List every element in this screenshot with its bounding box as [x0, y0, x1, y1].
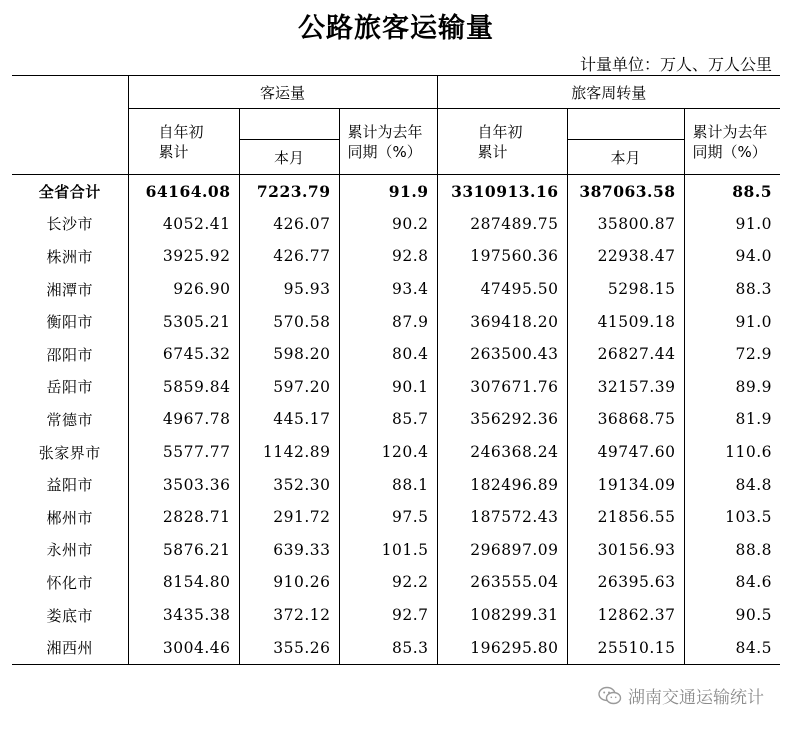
page-title: 公路旅客运输量	[298, 13, 494, 44]
cell-turn-month: 21856.55	[567, 501, 684, 534]
header-turn-pct-line1: 累计为去年	[692, 122, 768, 141]
cell-pax-ytd: 5876.21	[128, 534, 239, 567]
cell-turn-pct: 84.6	[684, 566, 780, 599]
region-name: 长沙市	[46, 215, 93, 234]
region-name: 全省合计	[38, 182, 101, 201]
table-row	[12, 403, 780, 436]
cell-pax-pct: 97.5	[339, 501, 437, 534]
cell-pax-pct: 101.5	[339, 534, 437, 567]
cell-turn-ytd: 369418.20	[437, 305, 567, 338]
cell-pax-ytd: 6745.32	[128, 338, 239, 371]
cell-pax-month: 426.77	[239, 240, 339, 273]
region-name: 衡阳市	[46, 313, 93, 332]
header-turn-pct	[684, 109, 780, 175]
cell-turn-ytd: 287489.75	[437, 208, 567, 241]
header-pax-pct	[339, 109, 437, 175]
header-turn-month: 本月	[567, 140, 684, 175]
region-name: 怀化市	[46, 573, 93, 592]
cell-turn-month: 12862.37	[567, 599, 684, 632]
cell-turn-pct: 72.9	[684, 338, 780, 371]
cell-pax-pct: 92.2	[339, 566, 437, 599]
header-corner-cell	[12, 76, 128, 175]
cell-turn-ytd: 47495.50	[437, 273, 567, 306]
header-turn-ytd-line2: 累计	[477, 142, 508, 161]
header-pax-month-spacer	[239, 109, 339, 140]
cell-turn-ytd: 196295.80	[437, 631, 567, 664]
cell-turn-pct: 94.0	[684, 240, 780, 273]
table-row	[12, 501, 780, 534]
cell-turn-ytd: 296897.09	[437, 534, 567, 567]
cell-pax-month: 597.20	[239, 371, 339, 404]
passenger-transport-table	[12, 75, 780, 665]
region-name: 张家界市	[38, 443, 101, 462]
cell-turn-ytd: 263500.43	[437, 338, 567, 371]
table-row	[12, 305, 780, 338]
cell-turn-month: 49747.60	[567, 436, 684, 469]
header-turn-ytd-line1: 自年初	[477, 122, 523, 141]
table-row	[12, 273, 780, 306]
header-turn-pct-line2: 同期（%）	[692, 142, 767, 161]
cell-pax-ytd: 3435.38	[128, 599, 239, 632]
header-pax-month: 本月	[239, 140, 339, 175]
cell-pax-month: 445.17	[239, 403, 339, 436]
wechat-icon	[598, 686, 622, 706]
region-name: 邵阳市	[46, 345, 93, 364]
cell-turn-ytd: 307671.76	[437, 371, 567, 404]
cell-pax-ytd: 8154.80	[128, 566, 239, 599]
cell-pax-ytd: 926.90	[128, 273, 239, 306]
cell-turn-pct: 88.3	[684, 273, 780, 306]
watermark-text: 湖南交通运输统计	[628, 688, 764, 708]
cell-turn-month: 26827.44	[567, 338, 684, 371]
cell-pax-ytd: 3925.92	[128, 240, 239, 273]
cell-turn-pct: 88.5	[684, 175, 780, 208]
watermark	[598, 683, 764, 708]
cell-turn-month: 36868.75	[567, 403, 684, 436]
cell-pax-month: 352.30	[239, 468, 339, 501]
cell-pax-ytd: 5859.84	[128, 371, 239, 404]
cell-pax-ytd: 5577.77	[128, 436, 239, 469]
table-row	[12, 566, 780, 599]
cell-turn-month: 387063.58	[567, 175, 684, 208]
cell-turn-ytd: 3310913.16	[437, 175, 567, 208]
cell-pax-ytd: 2828.71	[128, 501, 239, 534]
table-total-row	[12, 175, 780, 208]
cell-turn-pct: 88.8	[684, 534, 780, 567]
cell-pax-month: 426.07	[239, 208, 339, 241]
cell-turn-pct: 84.8	[684, 468, 780, 501]
cell-turn-ytd: 108299.31	[437, 599, 567, 632]
cell-turn-ytd: 356292.36	[437, 403, 567, 436]
header-pax-pct-line1: 累计为去年	[347, 122, 423, 141]
cell-turn-month: 26395.63	[567, 566, 684, 599]
table-row	[12, 371, 780, 404]
cell-pax-pct: 80.4	[339, 338, 437, 371]
cell-pax-ytd: 4052.41	[128, 208, 239, 241]
region-name: 湘潭市	[46, 280, 93, 299]
table-row	[12, 468, 780, 501]
cell-pax-pct: 90.1	[339, 371, 437, 404]
cell-pax-pct: 88.1	[339, 468, 437, 501]
table-row	[12, 631, 780, 664]
cell-pax-pct: 92.8	[339, 240, 437, 273]
cell-pax-month: 372.12	[239, 599, 339, 632]
header-pax-ytd	[128, 109, 239, 175]
table-row	[12, 240, 780, 273]
header-turn-month-spacer	[567, 109, 684, 140]
cell-pax-pct: 93.4	[339, 273, 437, 306]
cell-pax-month: 291.72	[239, 501, 339, 534]
cell-turn-ytd: 187572.43	[437, 501, 567, 534]
unit-note: 计量单位：万人、万人公里	[579, 55, 772, 74]
cell-pax-ytd: 5305.21	[128, 305, 239, 338]
cell-pax-month: 639.33	[239, 534, 339, 567]
header-pax-pct-line2: 同期（%）	[347, 142, 422, 161]
cell-turn-month: 19134.09	[567, 468, 684, 501]
cell-turn-pct: 103.5	[684, 501, 780, 534]
region-name: 益阳市	[46, 476, 93, 495]
cell-pax-pct: 85.3	[339, 631, 437, 664]
cell-turn-pct: 90.5	[684, 599, 780, 632]
cell-turn-month: 25510.15	[567, 631, 684, 664]
cell-pax-ytd: 3004.46	[128, 631, 239, 664]
cell-turn-month: 22938.47	[567, 240, 684, 273]
cell-turn-pct: 89.9	[684, 371, 780, 404]
cell-turn-month: 30156.93	[567, 534, 684, 567]
cell-pax-ytd: 3503.36	[128, 468, 239, 501]
table-row	[12, 534, 780, 567]
region-name: 湘西州	[12, 631, 128, 664]
cell-pax-ytd: 64164.08	[128, 175, 239, 208]
cell-pax-pct: 120.4	[339, 436, 437, 469]
region-name: 永州市	[46, 541, 93, 560]
cell-pax-pct: 92.7	[339, 599, 437, 632]
header-pax-ytd-line1: 自年初	[158, 122, 204, 141]
cell-turn-ytd: 197560.36	[437, 240, 567, 273]
cell-turn-ytd: 182496.89	[437, 468, 567, 501]
table-row	[12, 338, 780, 371]
cell-pax-month: 1142.89	[239, 436, 339, 469]
cell-turn-pct: 91.0	[684, 305, 780, 338]
cell-pax-pct: 90.2	[339, 208, 437, 241]
cell-turn-pct: 81.9	[684, 403, 780, 436]
cell-pax-month: 7223.79	[239, 175, 339, 208]
region-name: 郴州市	[46, 508, 93, 527]
cell-pax-month: 355.26	[239, 631, 339, 664]
header-group-turnover: 旅客周转量	[437, 76, 780, 109]
cell-turn-pct: 110.6	[684, 436, 780, 469]
cell-pax-month: 598.20	[239, 338, 339, 371]
region-name: 岳阳市	[46, 378, 93, 397]
cell-pax-pct: 91.9	[339, 175, 437, 208]
cell-turn-month: 32157.39	[567, 371, 684, 404]
header-group-passengers: 客运量	[128, 76, 437, 109]
cell-pax-month: 910.26	[239, 566, 339, 599]
cell-pax-month: 570.58	[239, 305, 339, 338]
cell-turn-month: 41509.18	[567, 305, 684, 338]
cell-turn-month: 5298.15	[567, 273, 684, 306]
table-row	[12, 436, 780, 469]
cell-pax-pct: 87.9	[339, 305, 437, 338]
header-turn-ytd	[437, 109, 567, 175]
table-row	[12, 208, 780, 241]
cell-turn-pct: 91.0	[684, 208, 780, 241]
cell-turn-ytd: 263555.04	[437, 566, 567, 599]
cell-pax-pct: 85.7	[339, 403, 437, 436]
region-name: 娄底市	[46, 606, 93, 625]
cell-pax-ytd: 4967.78	[128, 403, 239, 436]
cell-pax-month: 95.93	[239, 273, 339, 306]
cell-turn-ytd: 246368.24	[437, 436, 567, 469]
region-name: 常德市	[46, 410, 93, 429]
region-name: 株洲市	[46, 247, 93, 266]
cell-turn-month: 35800.87	[567, 208, 684, 241]
table-row	[12, 599, 780, 632]
cell-turn-pct: 84.5	[684, 631, 780, 664]
header-pax-ytd-line2: 累计	[158, 142, 189, 161]
